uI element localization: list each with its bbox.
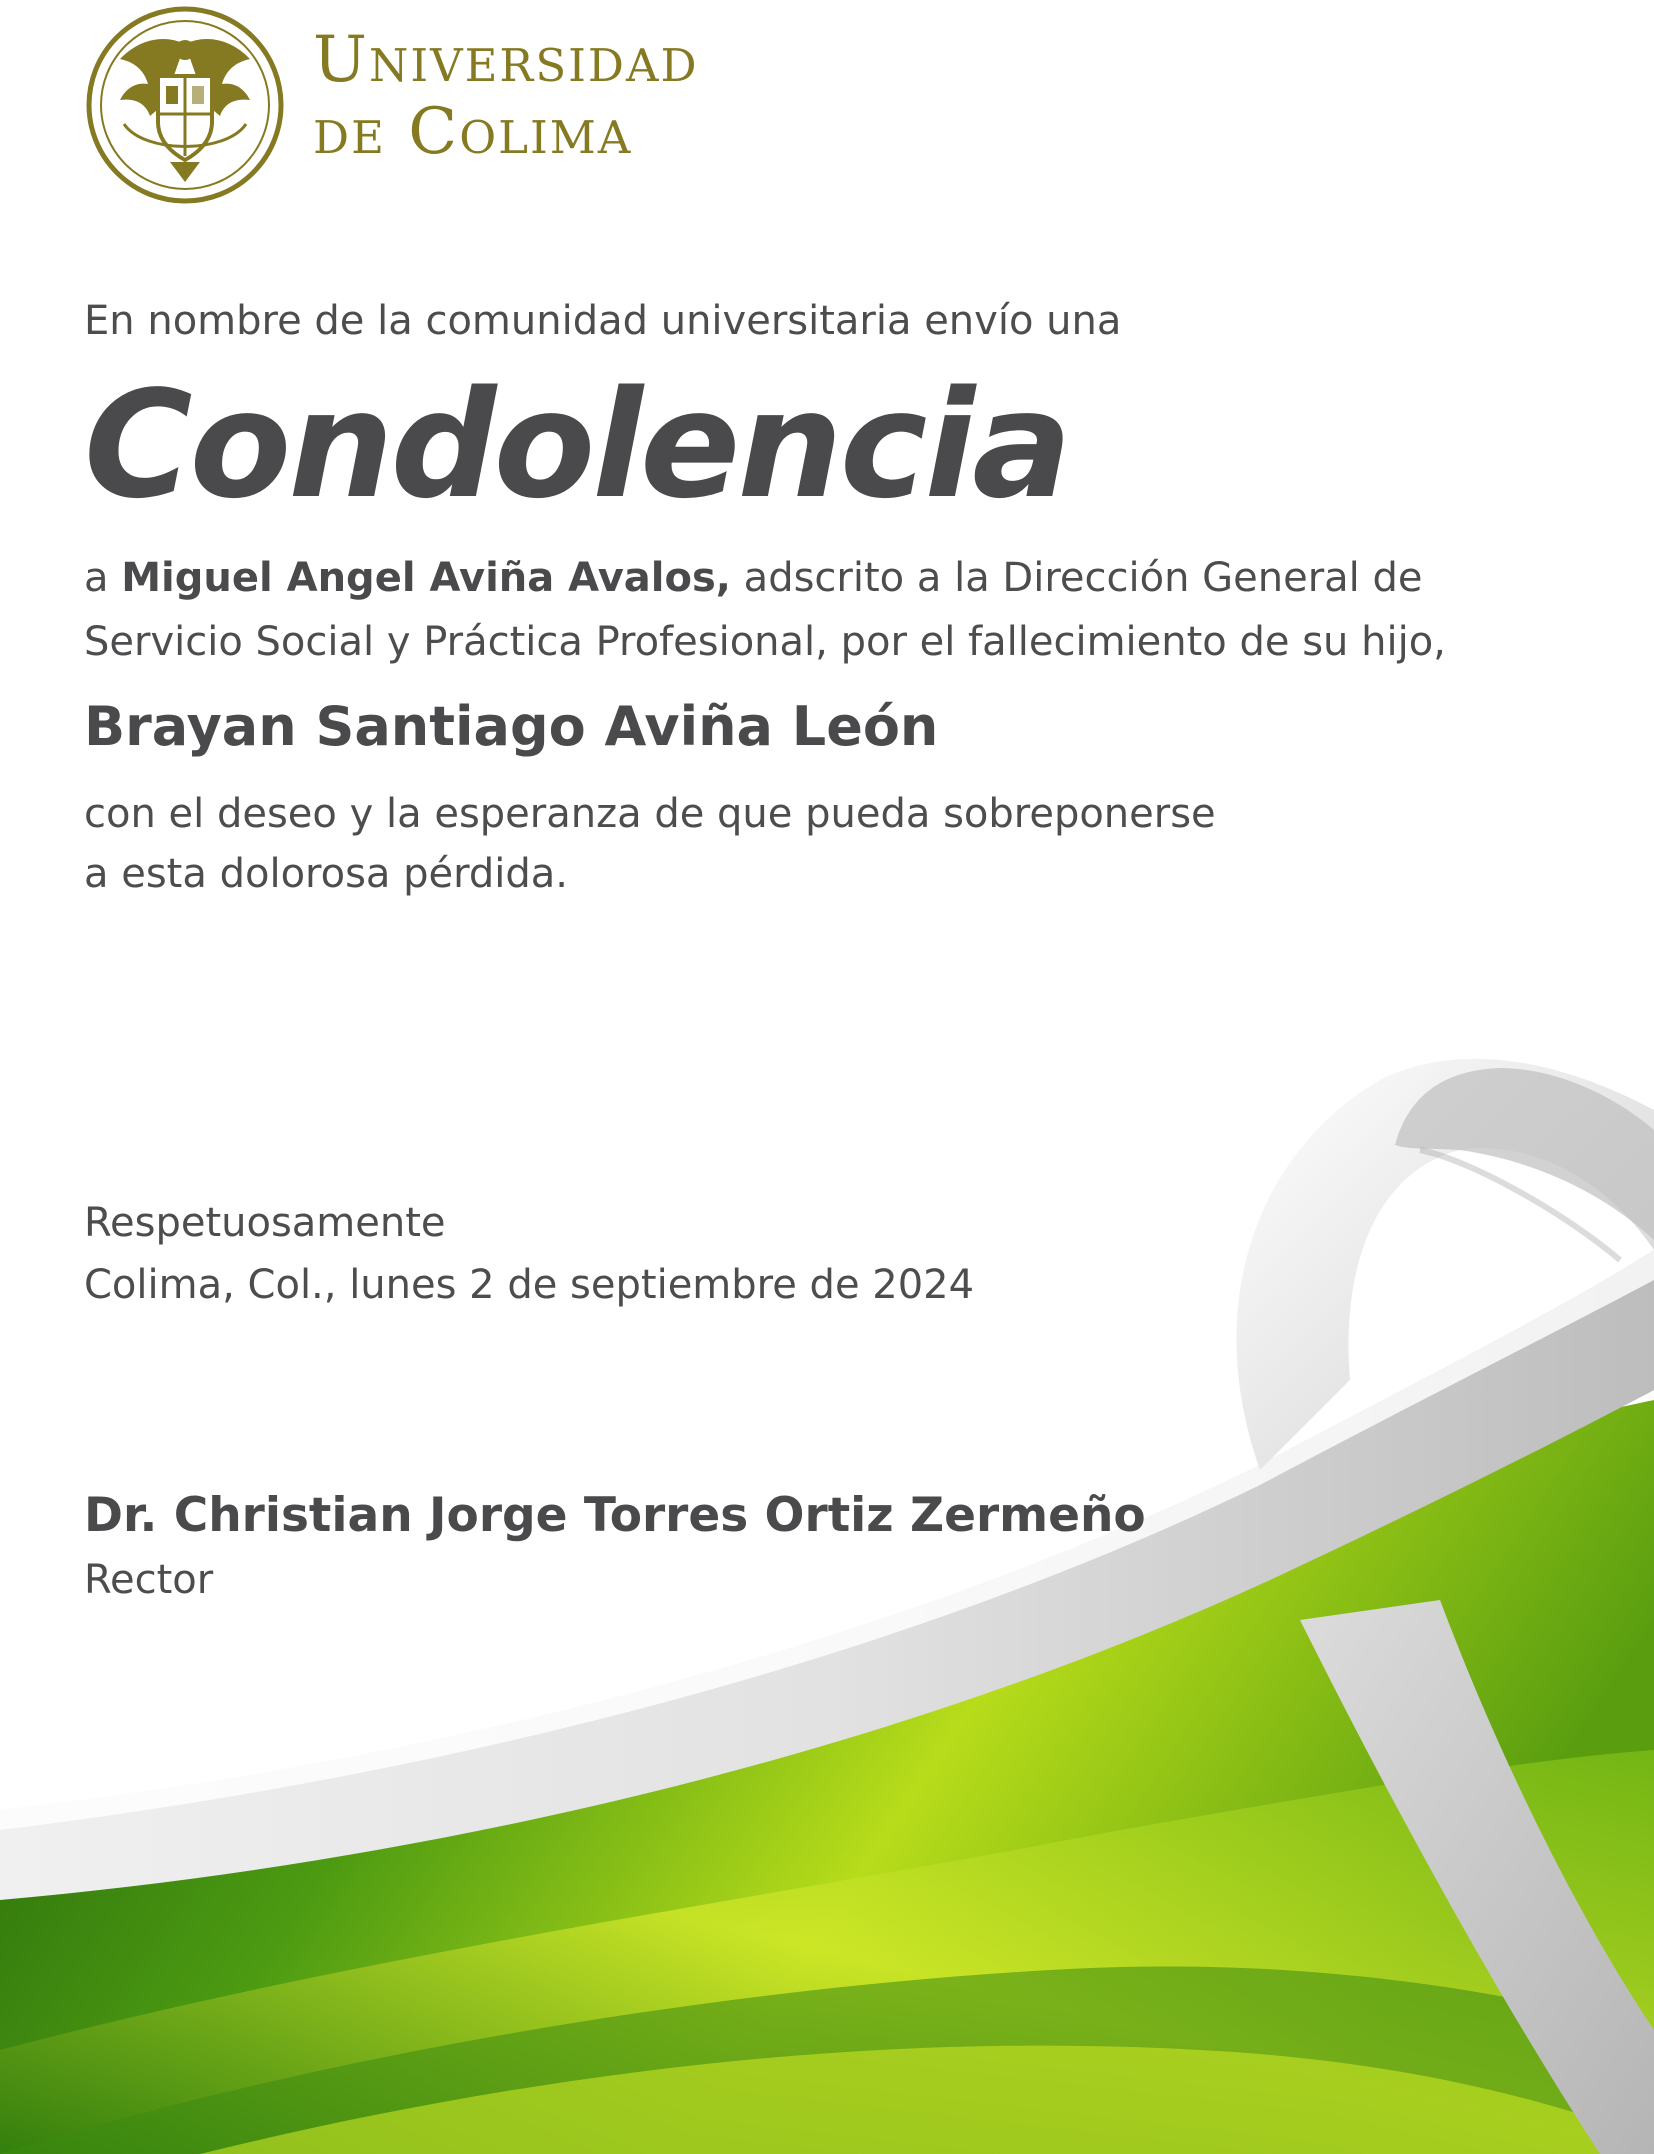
recipient-line-2: Servicio Social y Práctica Profesional, por el fallecimiento de su hijo, [84, 619, 1446, 665]
closing-block [84, 1192, 974, 1316]
recipient-name: Miguel Angel Aviña Avalos, [121, 555, 731, 601]
university-logo [84, 4, 744, 204]
recipient-line-1 [84, 546, 1446, 610]
letter-title: Condolencia [84, 359, 1070, 531]
deceased-name: Brayan Santiago Aviña León [84, 695, 939, 758]
wish-line-2: a esta dolorosa pérdida. [84, 851, 569, 897]
recipient-prefix: a [84, 555, 122, 601]
recipient-affiliation: adscrito a la Dirección General de [730, 555, 1423, 601]
university-name [313, 24, 699, 168]
signer-role: Rector [84, 1557, 214, 1603]
eagle-seal-icon [84, 4, 286, 206]
signer-name: Dr. Christian Jorge Torres Ortiz Zermeño [84, 1488, 1146, 1543]
place-date: Colima, Col., lunes 2 de septiembre de 2024 [84, 1262, 975, 1308]
university-name-line2: de Colima [313, 95, 633, 169]
university-name-line1: Universidad [313, 23, 699, 97]
recipient-paragraph [84, 546, 1446, 674]
intro-line: En nombre de la comunidad universitaria envío una [84, 298, 1122, 344]
wish-line-1: con el deseo y la esperanza de que pueda sobreponerse [84, 791, 1216, 837]
closing-word: Respetuosamente [84, 1200, 446, 1246]
wish-paragraph [84, 784, 1216, 904]
